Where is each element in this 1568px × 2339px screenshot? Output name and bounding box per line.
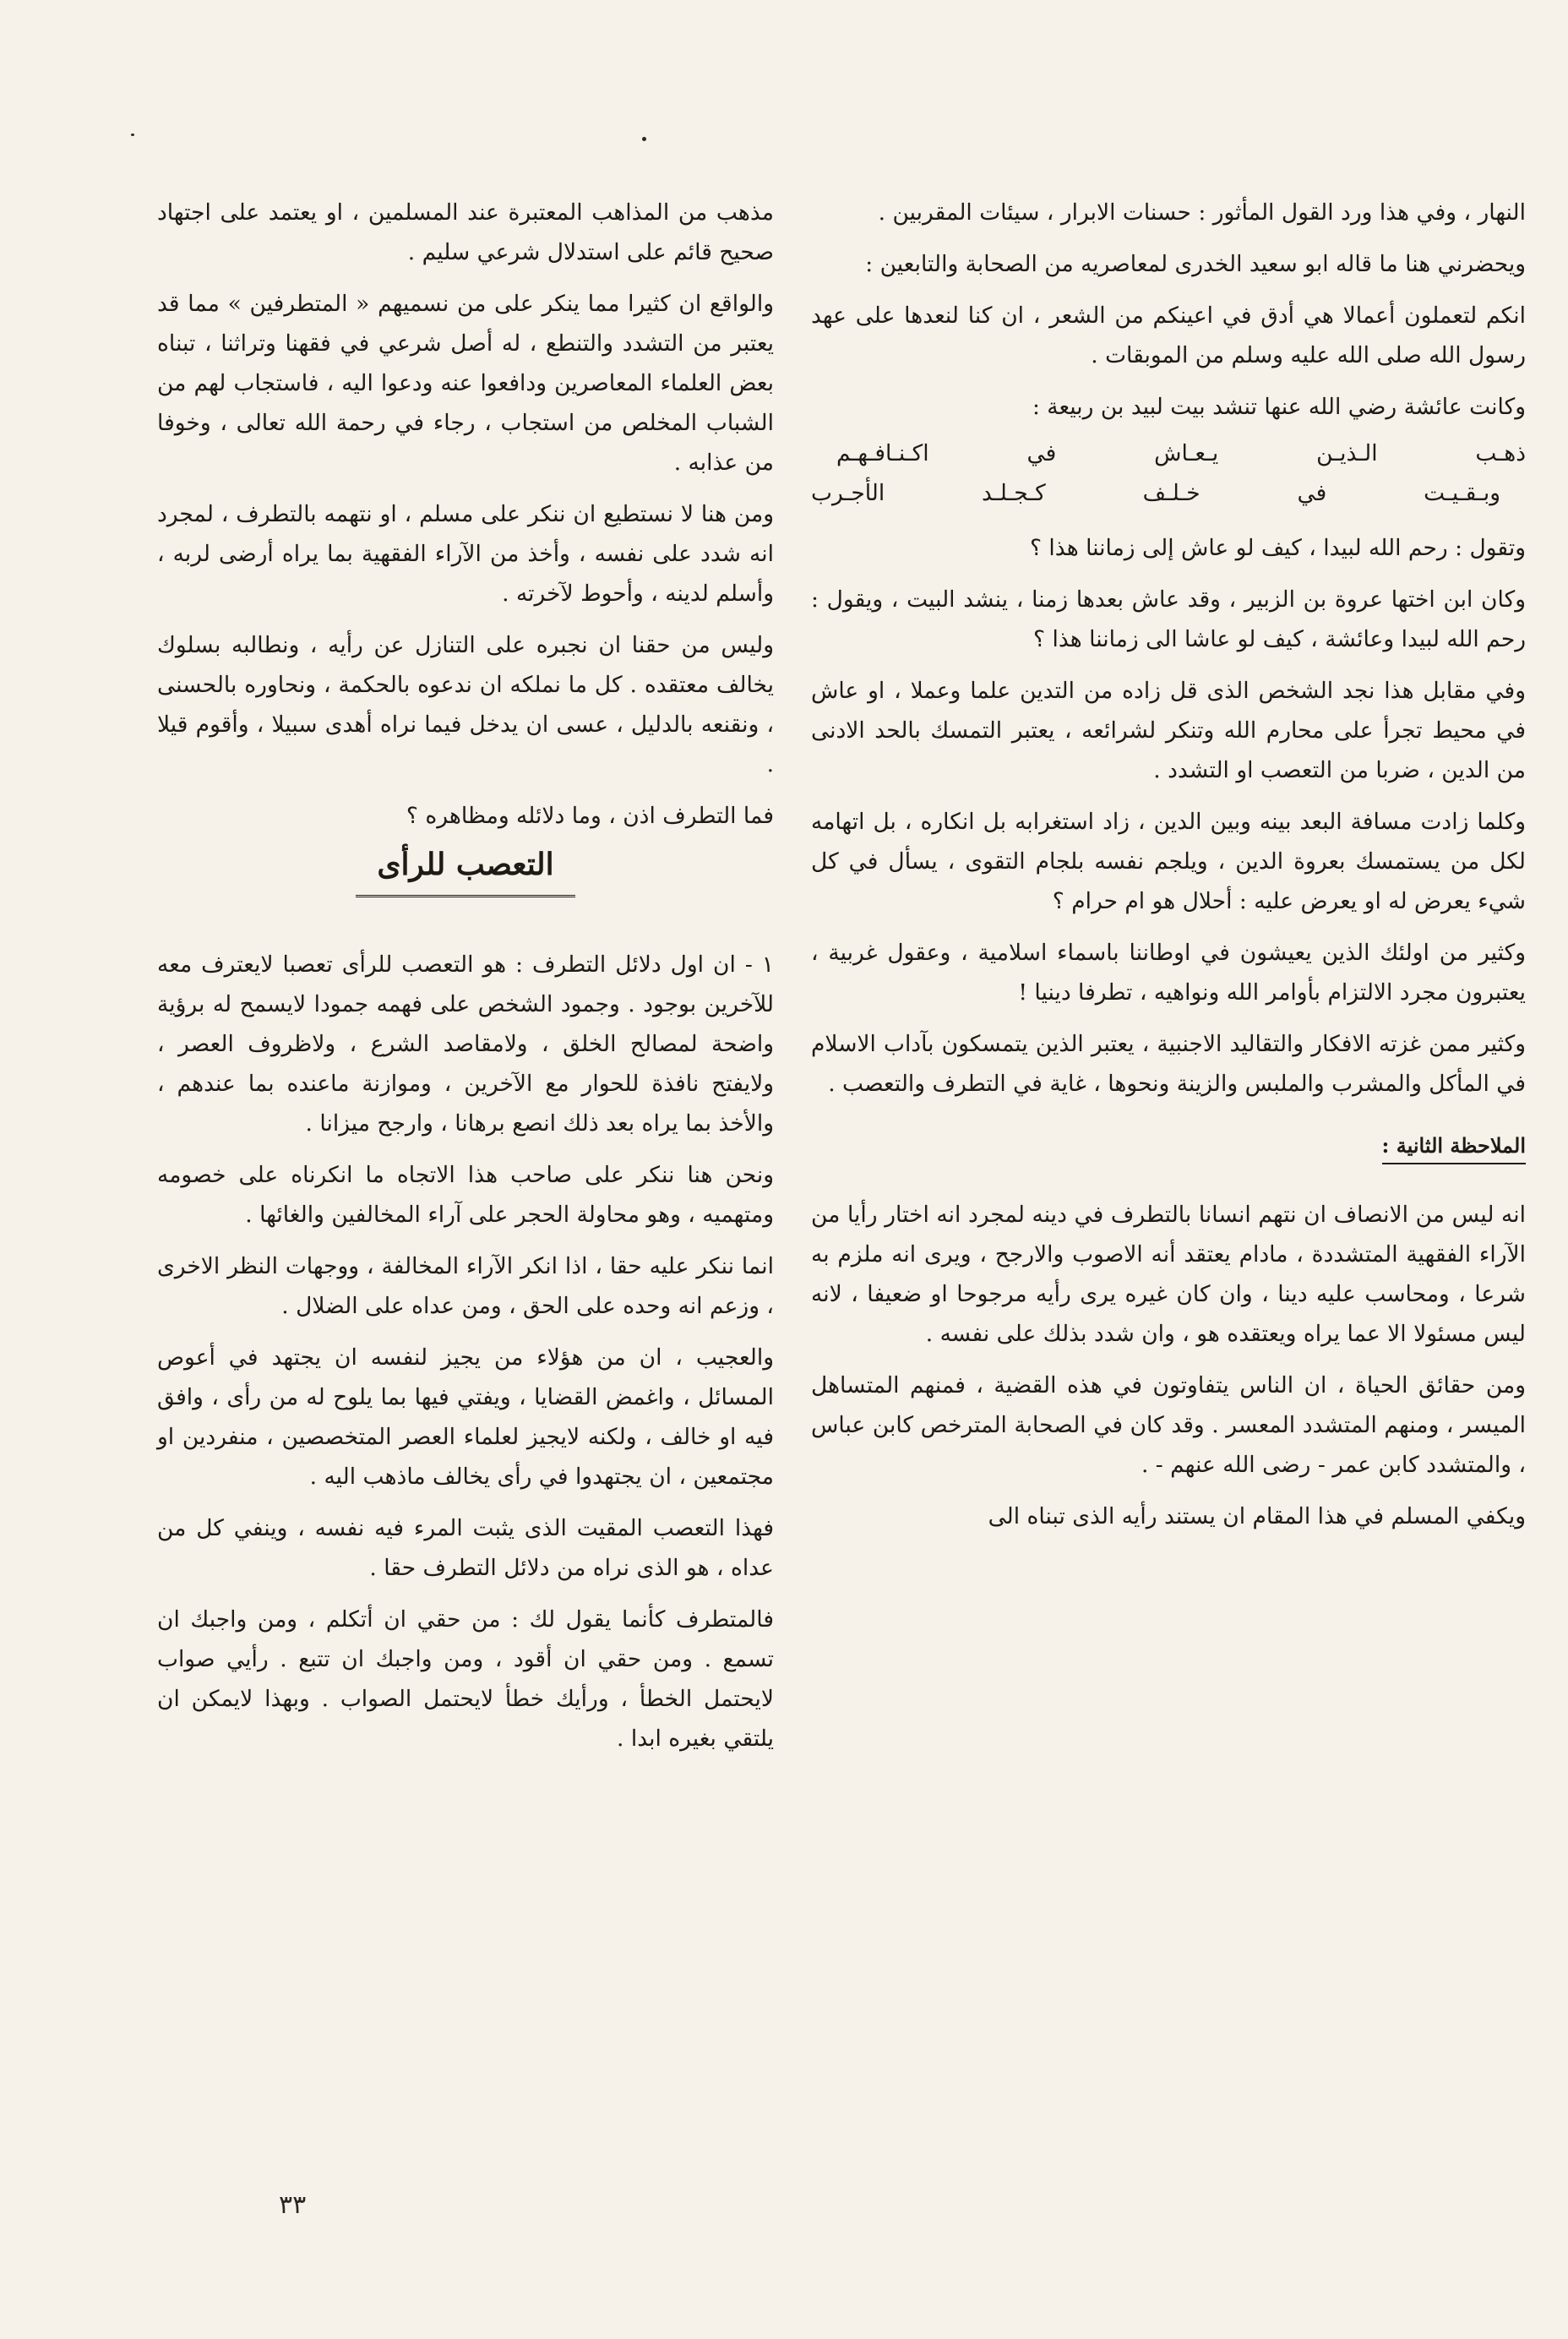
paragraph: النهار ، وفي هذا ورد القول المأثور : حسنات الابرار ، سيئات المقربين . xyxy=(878,199,1526,226)
paragraph: وكثير ممن غزته الافكار والتقاليد الاجنبية ، يعتبر الذين يتمسكون بآداب الاسلام في المأكل والمشرب والملبس والزينة ونحوها ، غاية في التطرف والتعصب . xyxy=(811,1031,1526,1097)
section-subheading xyxy=(811,1129,1526,1163)
paragraph: انه ليس من الانصاف ان نتهم انسانا بالتطرف في دينه لمجرد انه اختار رأيا من الآراء الفقهية المتشددة ، مادام يعتقد أنه الاصوب والارجح ، ويرى انه ملزم به شرعا ، ومحاسب عليه دينا ، وان كان غيره يرى رأيه مرجوحا او ضعيفا ، لانه ليس مسئولا الا عما يراه ويعتقده هو ، وان شدد بذلك على نفسه . xyxy=(811,1202,1526,1347)
paragraph: ومن حقائق الحياة ، ان الناس يتفاوتون في هذه القضية ، فمنهم المتساهل الميسر ، ومنهم المتشدد المعسر . وقد كان في الصحابة المترخص كابن عباس ، والمتشدد كابن عمر - رضى الله عنهم - . xyxy=(811,1372,1526,1478)
paragraph: مذهب من المذاهب المعتبرة عند المسلمين ، او يعتمد على اجتهاد صحيح قائم على استدلال شرعي سليم . xyxy=(157,199,774,265)
paragraph: ١ - ان اول دلائل التطرف : هو التعصب للرأى تعصبا لايعترف معه للآخرين بوجود . وجمود الشخص على فهمه جمودا لايسمح له برؤية واضحة لمصالح الخلق ، ولامقاصد الشرع ، ولاظروف العصر ، ولايفتح نافذة للحوار مع الآخرين ، وموازنة ماعنده بما عندهم ، والأخذ بما يراه بعد ذلك انصع برهانا ، وارجح ميزانا . xyxy=(157,951,774,1137)
subheading-text: الملاحظة الثانية : xyxy=(1382,1133,1526,1164)
section-title: التعصب للرأى xyxy=(377,847,554,882)
paragraph: والعجيب ، ان من هؤلاء من يجيز لنفسه ان يجتهد في أعوص المسائل ، واغمض القضايا ، ويفتي فيها بما يلوح له من رأى ، وافق فيه او خالف ، ولكنه لايجيز لعلماء العصر المتخصصين ، منفردين او مجتمعين ، ان يجتهدوا في رأى يخالف ماذهب اليه . xyxy=(157,1344,774,1490)
paragraph: ونحن هنا ننكر على صاحب هذا الاتجاه ما انكرناه على خصومه ومتهميه ، وهو محاولة الحجر على آراء المخالفين والغائها . xyxy=(157,1162,774,1228)
paragraph: وليس من حقنا ان نجبره على التنازل عن رأيه ، ونطالبه بسلوك يخالف معتقده . كل ما نملكه ان ندعوه بالحكمة ، ونحاوره بالحسنى ، ونقنعه بالدليل ، عسى ان يدخل فيما نراه أهدى سبيلا ، وأقوم قيلا . xyxy=(157,632,774,777)
title-underline xyxy=(356,895,575,897)
paragraph: وكثير من اولئك الذين يعيشون في اوطاننا باسماء اسلامية ، وعقول غربية ، يعتبرون مجرد الالتزام بأوامر الله ونواهيه ، تطرفا دينيا ! xyxy=(811,940,1526,1006)
left-column xyxy=(157,193,774,2204)
right-column xyxy=(811,193,1526,2204)
verse-line: وبـقـيـت في خـلـف كـجـلـد الأجـرب xyxy=(811,480,1500,506)
paragraph: انكم لتعملون أعمالا هي أدق في اعينكم من الشعر ، ان كنا لنعدها على عهد رسول الله صلى الله عليه وسلم من الموبقات . xyxy=(811,303,1526,368)
poem-verse xyxy=(811,433,1526,513)
paragraph: والواقع ان كثيرا مما ينكر على من نسميهم « المتطرفين » مما قد يعتبر من التشدد والتنطع ، له أصل شرعي في فقهنا وتراثنا ، تبناه بعض العلماء المعاصرين ودافعوا عنه ودعوا اليه ، فاستجاب لهم من الشباب المخلص من استجاب ، رجاء في رحمة الله تعالى ، وخوفا من عذابه . xyxy=(157,291,774,476)
scan-speck xyxy=(131,134,134,136)
paragraph: وكانت عائشة رضي الله عنها تنشد بيت لبيد بن ربيعة : xyxy=(1032,394,1526,420)
paragraph: وتقول : رحم الله لبيدا ، كيف لو عاش إلى زماننا هذا ؟ xyxy=(1029,535,1526,561)
paragraph: وكان ابن اختها عروة بن الزبير ، وقد عاش بعدها زمنا ، ينشد البيت ، ويقول : رحم الله لبيدا وعائشة ، كيف لو عاشا الى زماننا هذا ؟ xyxy=(811,586,1526,652)
paragraph: فهذا التعصب المقيت الذى يثبت المرء فيه نفسه ، وينفي كل من عداه ، هو الذى نراه من دلائل التطرف حقا . xyxy=(157,1515,774,1581)
paragraph: فالمتطرف كأنما يقول لك : من حقي ان أتكلم ، ومن واجبك ان تسمع . ومن حقي ان أقود ، ومن واجبك ان تتبع . رأيي صواب لايحتمل الخطأ ، ورأيك خطأ لايحتمل الصواب . وبهذا لايمكن ان يلتقي بغيره ابدا . xyxy=(157,1606,774,1752)
paragraph: وكلما زادت مسافة البعد بينه وبين الدين ، زاد استغرابه بل انكاره ، بل اتهامه لكل من يستمسك بعروة الدين ، ويلجم نفسه بلجام التقوى ، يسأل في كل شيء يعرض له او يعرض عليه : أحلال هو ام حرام ؟ xyxy=(811,809,1526,914)
paragraph: ويحضرني هنا ما قاله ابو سعيد الخدرى لمعاصريه من الصحابة والتابعين : xyxy=(865,251,1526,277)
paragraph: انما ننكر عليه حقا ، اذا انكر الآراء المخالفة ، ووجهات النظر الاخرى ، وزعم انه وحده على الحق ، ومن عداه على الضلال . xyxy=(157,1253,774,1319)
paragraph: ويكفي المسلم في هذا المقام ان يستند رأيه الذى تبناه الى xyxy=(988,1503,1526,1529)
scan-speck xyxy=(642,137,646,141)
paragraph: ومن هنا لا نستطيع ان ننكر على مسلم ، او نتهمه بالتطرف ، لمجرد انه شدد على نفسه ، وأخذ من الآراء الفقهية بما يراه أرضى لربه ، وأسلم لدينه ، وأحوط لآخرته . xyxy=(157,501,774,607)
paragraph: وفي مقابل هذا نجد الشخص الذى قل زاده من التدين علما وعملا ، او عاش في محيط تجرأ على محارم الله وتنكر لشرائعه ، يعتبر التمسك بالحد الادنى من الدين ، ضربا من التعصب او التشدد . xyxy=(811,678,1526,783)
paragraph: فما التطرف اذن ، وما دلائله ومظاهره ؟ xyxy=(406,803,774,829)
page-number: ٣٣ xyxy=(279,2190,307,2220)
verse-line: ذهـب الـذيـن يـعـاش في اكـنـافـهـم xyxy=(836,440,1526,466)
